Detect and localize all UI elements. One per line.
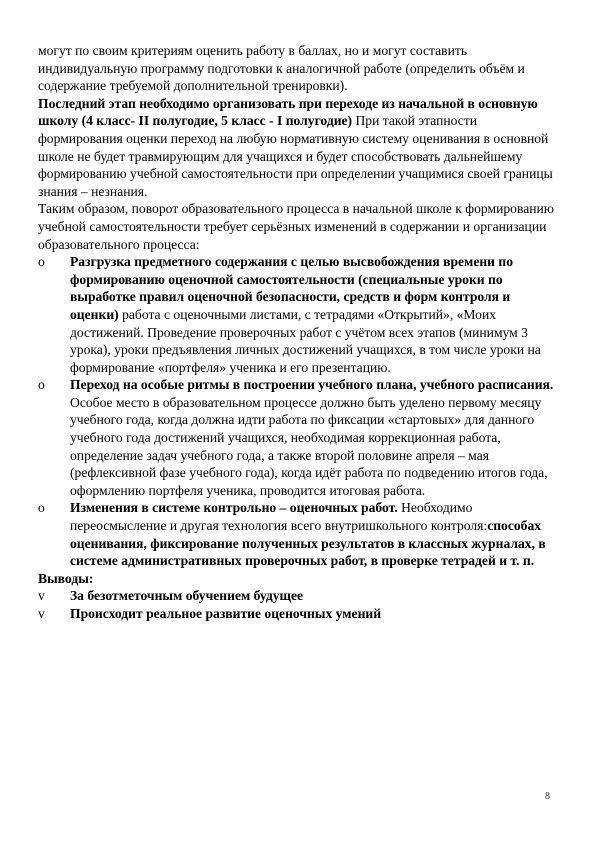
bullet-2-bold: Переход на особые ритмы в построении учебного плана, учебного расписания. xyxy=(70,377,554,393)
paragraph-1 xyxy=(38,42,558,95)
page-content xyxy=(38,42,558,623)
paragraph-2-text: При такой этапности формирования оценки переход на любую нормативную систему оценивания в основной школе не будет травмирующим для учащихся и будет способствовать дальнейшему формированию учебной самостоятельности при определении учащимися своей границы знания – незнания. xyxy=(38,113,553,199)
page-number: 8 xyxy=(545,791,550,802)
conclusion-marker: v xyxy=(38,588,45,604)
bullet-text xyxy=(70,376,558,499)
bullet-1-text: работа с оценочными листами, с тетрадями «Открытий», «Моих достижений. Проведение проверочных работ с учётом всех этапов (минимум 3 урока), уроки предъявления личных достижений учащихся, в том числе уроки на формирование «портфеля» ученика и его презентацию. xyxy=(70,306,541,375)
bullet-text xyxy=(70,499,558,569)
paragraph-3-text: Таким образом, поворот образовательного процесса в начальной школе к формированию учебной самостоятельности требует серьёзных изменений в содержании и организации образовательного процесса: xyxy=(38,201,554,252)
bullet-3-text: Необходимо переосмысление и другая технология всего внутришкольного контроля: xyxy=(70,500,488,534)
conclusion-text: Происходит реальное развитие оценочных умений xyxy=(70,606,382,621)
conclusions-heading-text: Выводы: xyxy=(38,570,94,586)
paragraph-2-bold: Последний этап необходимо организовать при переходе из начальной в основную школу (4 класс- II полугодие, 5 класс - I полугодие) xyxy=(38,95,538,129)
bullet-3-bold-2: способах оценивания, фиксирование полученных результатов в классных журналах, в системе административных проверочных работ, в проверке тетрадей и т. п. xyxy=(70,518,546,569)
bullet-3-bold: Изменения в системе контрольно – оценочных работ. xyxy=(70,500,398,516)
bullet-1-bold: Разгрузка предметного содержания с целью высвобождения времени по формированию оценочной самостоятельности (специальные уроки по выработке правил оценочной безопасности, средств и форм контроля и оценки) xyxy=(70,254,514,322)
bullet-marker: o xyxy=(38,254,45,270)
bullet-2-text: Особое место в образовательном процессе должно быть уделено первому месяцу учебного года, когда должна идти работа по фиксации «стартовых» для данного учебного года достижений учащихся, необходимая коррекционная работа, определение задач учебного года, а также второй половине апреля – мая (рефлексивной фазе учебного года), когда идёт работа по подведению итогов года, оформлению портфеля ученика, проводится итоговая работа. xyxy=(70,394,548,498)
bullet-marker: o xyxy=(38,500,45,516)
conclusion-marker: v xyxy=(38,606,45,621)
bullet-item-2 xyxy=(38,376,558,499)
bullet-item-1 xyxy=(38,253,558,376)
conclusions-heading xyxy=(38,570,558,588)
paragraph-2 xyxy=(38,95,558,201)
paragraph-3 xyxy=(38,200,558,253)
bullet-text xyxy=(70,253,558,376)
bullet-item-3 xyxy=(38,499,558,569)
conclusion-text: За безотметочным обучением будущее xyxy=(70,588,304,604)
bullet-marker: o xyxy=(38,377,45,393)
conclusion-item-2 xyxy=(38,605,558,623)
conclusion-item-1 xyxy=(38,587,558,605)
paragraph-1-text: могут по своим критериям оценить работу в баллах, но и могут составить индивидуальную программу подготовки к аналогичной работе (определить объём и содержание требуемой дополнительной тренировки). xyxy=(38,43,525,94)
